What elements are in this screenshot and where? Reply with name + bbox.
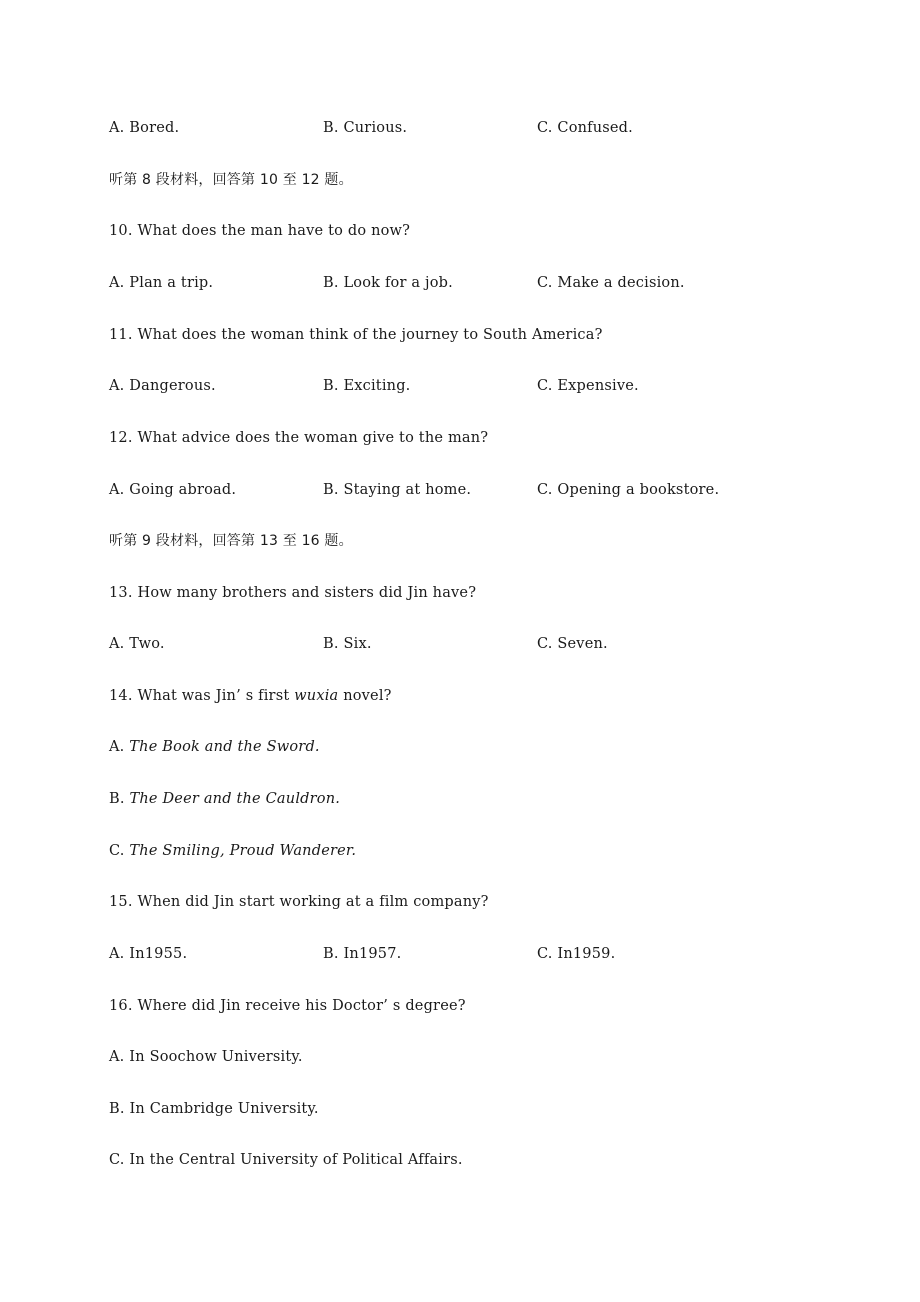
- option-c: C. In1959.: [537, 946, 616, 962]
- option-b: B. In1957.: [323, 946, 402, 962]
- q16-option-a: A. In Soochow University.: [109, 1049, 303, 1065]
- question-12: 12. What advice does the woman give to the man?: [109, 430, 489, 446]
- q14-option-b: B. The Deer and the Cauldron.: [109, 791, 341, 807]
- option-c: C. Expensive.: [537, 378, 639, 394]
- option-c: C. Opening a bookstore.: [537, 482, 720, 498]
- question-11: 11. What does the woman think of the journey to South America?: [109, 327, 603, 343]
- option-a: A. Dangerous.: [109, 378, 216, 394]
- option-a: A. Bored.: [109, 120, 180, 136]
- option-c: C. Confused.: [537, 120, 633, 136]
- option-b: B. Look for a job.: [323, 275, 453, 291]
- section-8-instruction: 听第 8 段材料，回答第 10 至 12 题。: [109, 172, 353, 188]
- q16-option-c: C. In the Central University of Political Affairs.: [109, 1152, 463, 1168]
- option-b: B. Exciting.: [323, 378, 411, 394]
- option-a: A. Two.: [109, 636, 165, 652]
- question-14: 14. What was Jin’ s first wuxia novel?: [109, 688, 392, 704]
- option-a: A. Going abroad.: [109, 482, 237, 498]
- option-a: A. Plan a trip.: [109, 275, 214, 291]
- q16-option-b: B. In Cambridge University.: [109, 1101, 319, 1117]
- question-10: 10. What does the man have to do now?: [109, 223, 411, 239]
- q14-option-a: A. The Book and the Sword.: [109, 739, 320, 755]
- question-16: 16. Where did Jin receive his Doctor’ s degree?: [109, 998, 466, 1014]
- option-b: B. Curious.: [323, 120, 408, 136]
- question-13: 13. How many brothers and sisters did Jin have?: [109, 585, 477, 601]
- section-9-instruction: 听第 9 段材料，回答第 13 至 16 题。: [109, 533, 353, 549]
- option-b: B. Six.: [323, 636, 372, 652]
- option-a: A. In1955.: [109, 946, 188, 962]
- q14-option-c: C. The Smiling, Proud Wanderer.: [109, 843, 357, 859]
- option-c: C. Seven.: [537, 636, 608, 652]
- question-15: 15. When did Jin start working at a film company?: [109, 894, 489, 910]
- option-c: C. Make a decision.: [537, 275, 685, 291]
- option-b: B. Staying at home.: [323, 482, 472, 498]
- wuxia-term: wuxia: [294, 688, 339, 704]
